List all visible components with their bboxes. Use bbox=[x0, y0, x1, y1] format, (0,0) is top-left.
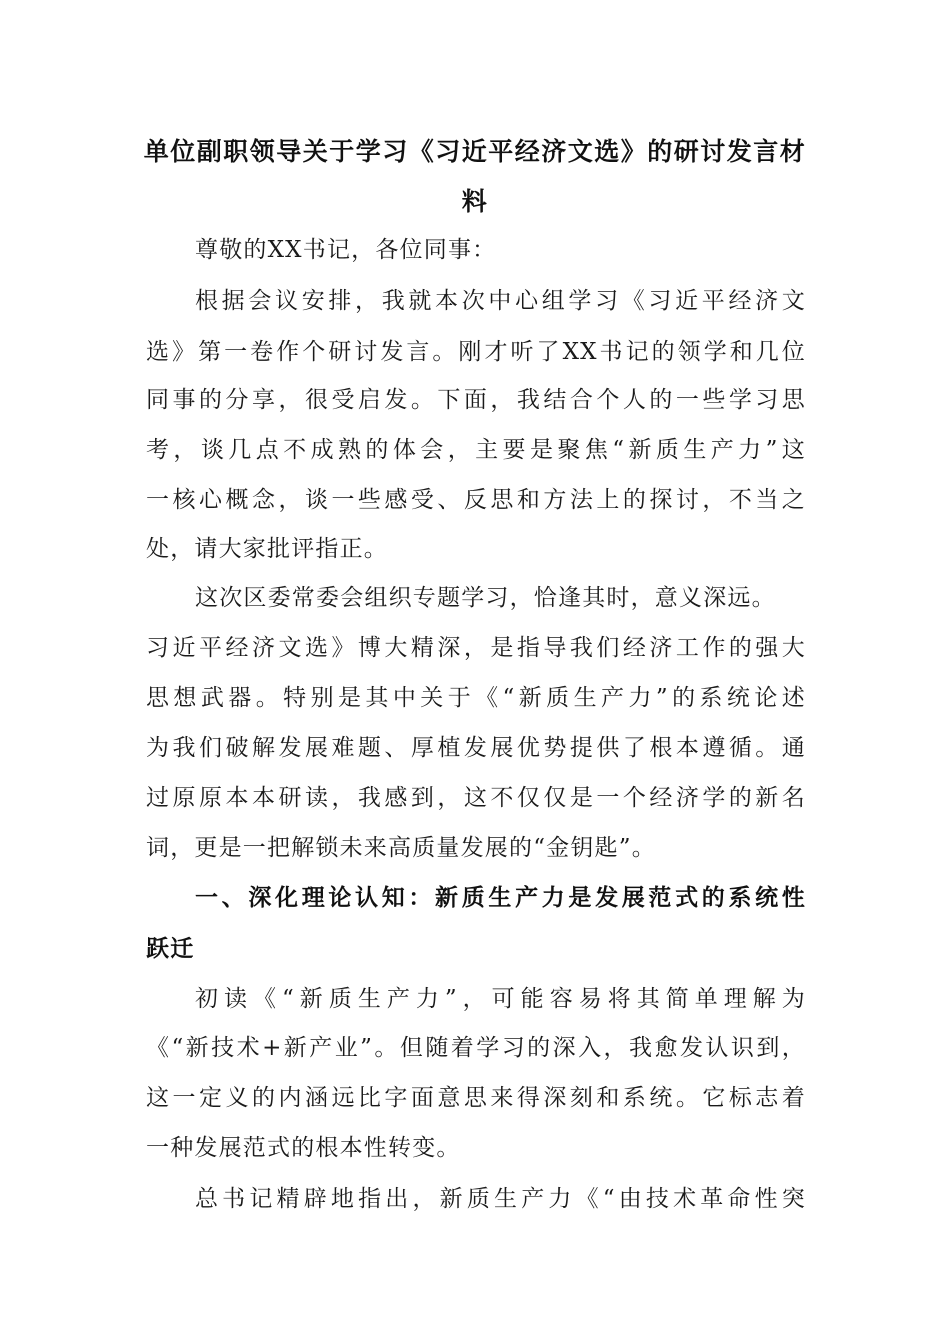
para2-line-4: 为我们破解发展难题、厚植发展优势提供了根本遵循。通 bbox=[146, 735, 806, 761]
para3-line-4: 一种发展范式的根本性转变。 bbox=[146, 1135, 461, 1161]
para3-line-2: 《“新技术+新产业”。但随着学习的深入，我愈发认识到， bbox=[146, 1035, 806, 1061]
salutation: 尊敬的XX书记，各位同事： bbox=[195, 237, 497, 263]
para2-line-5: 过原原本本研读，我感到，这不仅仅是一个经济学的新名 bbox=[146, 785, 806, 811]
para4-line-1: 总书记精辟地指出，新质生产力《“由技术革命性突 bbox=[195, 1186, 806, 1212]
para3-line-1: 初读《“新质生产力”，可能容易将其简单理解为 bbox=[195, 986, 806, 1012]
para1-line-5: 一核心概念，谈一些感受、反思和方法上的探讨，不当之 bbox=[146, 487, 806, 513]
section-heading-line-1: 一、深化理论认知：新质生产力是发展范式的系统性 bbox=[195, 885, 806, 911]
para1-line-1: 根据会议安排，我就本次中心组学习《习近平经济文 bbox=[195, 288, 806, 314]
para2-line-1: 这次区委常委会组织专题学习，恰逢其时，意义深远。 bbox=[195, 585, 776, 611]
para3-line-3: 这一定义的内涵远比字面意思来得深刻和系统。它标志着 bbox=[146, 1085, 806, 1111]
section-heading-line-2: 跃迁 bbox=[146, 936, 195, 962]
para1-line-6: 处，请大家批评指正。 bbox=[146, 536, 388, 562]
para2-line-3: 思想武器。特别是其中关于《“新质生产力”的系统论述 bbox=[146, 685, 806, 711]
document-title-line-2: 料 bbox=[461, 187, 489, 216]
para2-line-6: 词，更是一把解锁未来高质量发展的“金钥匙”。 bbox=[146, 835, 656, 861]
para1-line-3: 同事的分享，很受启发。下面，我结合个人的一些学习思 bbox=[146, 387, 806, 413]
para2-line-2: 习近平经济文选》博大精深，是指导我们经济工作的强大 bbox=[146, 635, 806, 661]
document-title-line-1: 单位副职领导关于学习《习近平经济文选》的研讨发言材 bbox=[143, 137, 807, 166]
para1-line-2: 选》第一卷作个研讨发言。刚才听了XX书记的领学和几位 bbox=[146, 339, 806, 365]
para1-line-4: 考，谈几点不成熟的体会，主要是聚焦“新质生产力”这 bbox=[146, 437, 806, 463]
